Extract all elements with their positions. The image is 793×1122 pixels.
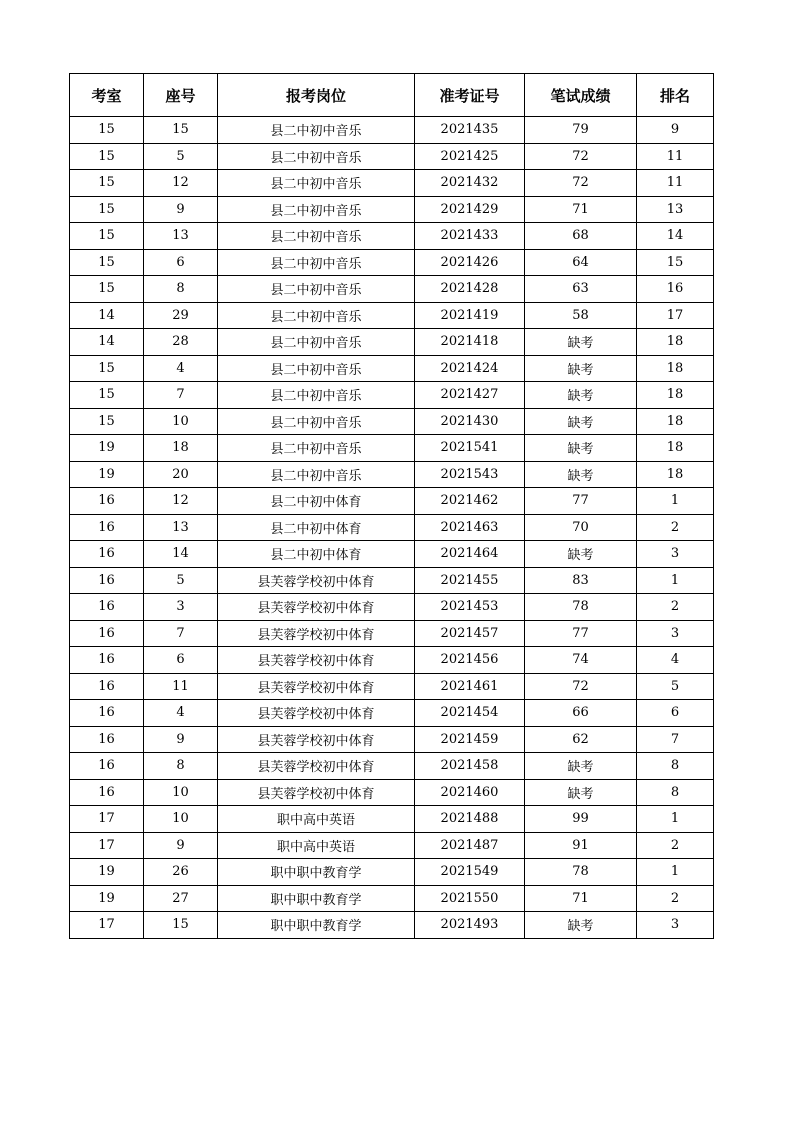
table-row: [70, 673, 714, 700]
cell-admission-ticket: 2021418: [415, 329, 525, 356]
cell-exam-room: 15: [70, 382, 144, 409]
table-row: [70, 912, 714, 939]
cell-written-score: 缺考: [525, 355, 637, 382]
table-body: [70, 117, 714, 939]
table-row: [70, 806, 714, 833]
cell-exam-room: 19: [70, 461, 144, 488]
cell-rank: 8: [637, 753, 714, 780]
cell-admission-ticket: 2021487: [415, 832, 525, 859]
cell-applied-position: 职中高中英语: [218, 832, 415, 859]
cell-written-score: 83: [525, 567, 637, 594]
cell-admission-ticket: 2021426: [415, 249, 525, 276]
cell-seat-number: 7: [144, 620, 218, 647]
table-row: [70, 514, 714, 541]
cell-written-score: 缺考: [525, 541, 637, 568]
cell-written-score: 91: [525, 832, 637, 859]
table-row: [70, 408, 714, 435]
cell-applied-position: 县二中初中音乐: [218, 329, 415, 356]
cell-seat-number: 6: [144, 647, 218, 674]
cell-admission-ticket: 2021493: [415, 912, 525, 939]
cell-written-score: 缺考: [525, 329, 637, 356]
cell-written-score: 72: [525, 673, 637, 700]
cell-written-score: 78: [525, 859, 637, 886]
cell-rank: 18: [637, 382, 714, 409]
cell-written-score: 74: [525, 647, 637, 674]
cell-exam-room: 16: [70, 620, 144, 647]
cell-written-score: 缺考: [525, 382, 637, 409]
table-row: [70, 382, 714, 409]
header-applied-position: 报考岗位: [218, 74, 415, 117]
cell-applied-position: 县芙蓉学校初中体育: [218, 726, 415, 753]
cell-exam-room: 16: [70, 567, 144, 594]
table-row: [70, 143, 714, 170]
cell-applied-position: 县二中初中音乐: [218, 170, 415, 197]
cell-exam-room: 15: [70, 143, 144, 170]
cell-rank: 13: [637, 196, 714, 223]
cell-rank: 18: [637, 329, 714, 356]
cell-exam-room: 16: [70, 779, 144, 806]
cell-admission-ticket: 2021460: [415, 779, 525, 806]
cell-admission-ticket: 2021541: [415, 435, 525, 462]
table-row: [70, 700, 714, 727]
cell-seat-number: 15: [144, 912, 218, 939]
cell-admission-ticket: 2021430: [415, 408, 525, 435]
cell-rank: 15: [637, 249, 714, 276]
cell-applied-position: 县芙蓉学校初中体育: [218, 620, 415, 647]
cell-rank: 18: [637, 355, 714, 382]
cell-written-score: 71: [525, 196, 637, 223]
cell-admission-ticket: 2021454: [415, 700, 525, 727]
cell-applied-position: 县芙蓉学校初中体育: [218, 567, 415, 594]
cell-rank: 1: [637, 806, 714, 833]
cell-applied-position: 职中职中教育学: [218, 912, 415, 939]
cell-seat-number: 3: [144, 594, 218, 621]
cell-written-score: 缺考: [525, 435, 637, 462]
cell-exam-room: 15: [70, 408, 144, 435]
table-row: [70, 832, 714, 859]
cell-applied-position: 县二中初中体育: [218, 514, 415, 541]
cell-exam-room: 16: [70, 594, 144, 621]
cell-seat-number: 9: [144, 832, 218, 859]
cell-applied-position: 县二中初中音乐: [218, 223, 415, 250]
cell-rank: 4: [637, 647, 714, 674]
cell-exam-room: 16: [70, 647, 144, 674]
cell-rank: 8: [637, 779, 714, 806]
cell-admission-ticket: 2021550: [415, 885, 525, 912]
cell-applied-position: 县芙蓉学校初中体育: [218, 647, 415, 674]
cell-admission-ticket: 2021432: [415, 170, 525, 197]
cell-exam-room: 15: [70, 223, 144, 250]
cell-seat-number: 12: [144, 170, 218, 197]
cell-exam-room: 16: [70, 700, 144, 727]
table-row: [70, 567, 714, 594]
cell-exam-room: 17: [70, 806, 144, 833]
cell-applied-position: 县二中初中体育: [218, 541, 415, 568]
table-row: [70, 435, 714, 462]
cell-applied-position: 县芙蓉学校初中体育: [218, 700, 415, 727]
table-row: [70, 594, 714, 621]
cell-applied-position: 县二中初中音乐: [218, 355, 415, 382]
cell-rank: 3: [637, 620, 714, 647]
cell-seat-number: 26: [144, 859, 218, 886]
cell-applied-position: 县二中初中音乐: [218, 408, 415, 435]
table-row: [70, 779, 714, 806]
cell-written-score: 99: [525, 806, 637, 833]
cell-rank: 7: [637, 726, 714, 753]
cell-seat-number: 5: [144, 567, 218, 594]
cell-exam-room: 15: [70, 196, 144, 223]
cell-seat-number: 20: [144, 461, 218, 488]
cell-written-score: 72: [525, 143, 637, 170]
cell-rank: 18: [637, 435, 714, 462]
cell-seat-number: 6: [144, 249, 218, 276]
cell-rank: 6: [637, 700, 714, 727]
cell-written-score: 71: [525, 885, 637, 912]
cell-admission-ticket: 2021427: [415, 382, 525, 409]
cell-exam-room: 15: [70, 249, 144, 276]
cell-seat-number: 10: [144, 806, 218, 833]
cell-seat-number: 8: [144, 753, 218, 780]
table-row: [70, 117, 714, 144]
cell-exam-room: 16: [70, 514, 144, 541]
cell-seat-number: 18: [144, 435, 218, 462]
header-seat-number: 座号: [144, 74, 218, 117]
cell-written-score: 70: [525, 514, 637, 541]
cell-exam-room: 19: [70, 859, 144, 886]
cell-written-score: 66: [525, 700, 637, 727]
table-row: [70, 753, 714, 780]
cell-admission-ticket: 2021458: [415, 753, 525, 780]
cell-written-score: 62: [525, 726, 637, 753]
cell-rank: 5: [637, 673, 714, 700]
cell-admission-ticket: 2021433: [415, 223, 525, 250]
table-row: [70, 276, 714, 303]
cell-applied-position: 县芙蓉学校初中体育: [218, 779, 415, 806]
table-row: [70, 196, 714, 223]
table-row: [70, 488, 714, 515]
cell-seat-number: 4: [144, 355, 218, 382]
cell-admission-ticket: 2021462: [415, 488, 525, 515]
cell-written-score: 缺考: [525, 753, 637, 780]
cell-written-score: 缺考: [525, 779, 637, 806]
cell-rank: 17: [637, 302, 714, 329]
cell-admission-ticket: 2021456: [415, 647, 525, 674]
cell-exam-room: 14: [70, 302, 144, 329]
cell-written-score: 缺考: [525, 912, 637, 939]
cell-seat-number: 8: [144, 276, 218, 303]
cell-rank: 3: [637, 912, 714, 939]
cell-seat-number: 12: [144, 488, 218, 515]
table-row: [70, 885, 714, 912]
header-exam-room: 考室: [70, 74, 144, 117]
table-row: [70, 859, 714, 886]
cell-applied-position: 县二中初中音乐: [218, 196, 415, 223]
cell-written-score: 缺考: [525, 461, 637, 488]
cell-exam-room: 19: [70, 435, 144, 462]
cell-exam-room: 16: [70, 488, 144, 515]
header-rank: 排名: [637, 74, 714, 117]
cell-written-score: 77: [525, 488, 637, 515]
cell-seat-number: 13: [144, 223, 218, 250]
cell-seat-number: 10: [144, 779, 218, 806]
cell-seat-number: 4: [144, 700, 218, 727]
cell-seat-number: 9: [144, 196, 218, 223]
cell-rank: 1: [637, 859, 714, 886]
table-row: [70, 329, 714, 356]
cell-applied-position: 县二中初中音乐: [218, 249, 415, 276]
cell-written-score: 68: [525, 223, 637, 250]
cell-admission-ticket: 2021419: [415, 302, 525, 329]
cell-rank: 1: [637, 488, 714, 515]
cell-rank: 2: [637, 594, 714, 621]
cell-admission-ticket: 2021453: [415, 594, 525, 621]
cell-admission-ticket: 2021464: [415, 541, 525, 568]
cell-admission-ticket: 2021463: [415, 514, 525, 541]
cell-admission-ticket: 2021459: [415, 726, 525, 753]
table-row: [70, 726, 714, 753]
table-row: [70, 355, 714, 382]
header-admission-ticket: 准考证号: [415, 74, 525, 117]
cell-applied-position: 县二中初中音乐: [218, 143, 415, 170]
cell-admission-ticket: 2021435: [415, 117, 525, 144]
cell-rank: 18: [637, 461, 714, 488]
cell-applied-position: 县二中初中音乐: [218, 435, 415, 462]
cell-written-score: 64: [525, 249, 637, 276]
cell-rank: 14: [637, 223, 714, 250]
cell-admission-ticket: 2021549: [415, 859, 525, 886]
cell-exam-room: 19: [70, 885, 144, 912]
cell-admission-ticket: 2021428: [415, 276, 525, 303]
cell-seat-number: 27: [144, 885, 218, 912]
cell-rank: 11: [637, 170, 714, 197]
cell-applied-position: 县二中初中音乐: [218, 117, 415, 144]
cell-exam-room: 15: [70, 355, 144, 382]
cell-applied-position: 职中高中英语: [218, 806, 415, 833]
table-row: [70, 620, 714, 647]
cell-applied-position: 县芙蓉学校初中体育: [218, 753, 415, 780]
cell-admission-ticket: 2021425: [415, 143, 525, 170]
table-row: [70, 647, 714, 674]
header-row: [70, 74, 714, 117]
cell-seat-number: 9: [144, 726, 218, 753]
cell-seat-number: 11: [144, 673, 218, 700]
cell-seat-number: 5: [144, 143, 218, 170]
cell-written-score: 78: [525, 594, 637, 621]
cell-rank: 18: [637, 408, 714, 435]
table-row: [70, 249, 714, 276]
cell-exam-room: 15: [70, 276, 144, 303]
cell-written-score: 缺考: [525, 408, 637, 435]
cell-exam-room: 16: [70, 726, 144, 753]
table-row: [70, 461, 714, 488]
table-row: [70, 170, 714, 197]
cell-written-score: 72: [525, 170, 637, 197]
cell-applied-position: 县二中初中音乐: [218, 382, 415, 409]
cell-seat-number: 10: [144, 408, 218, 435]
header-written-score: 笔试成绩: [525, 74, 637, 117]
cell-exam-room: 15: [70, 117, 144, 144]
cell-applied-position: 县二中初中音乐: [218, 276, 415, 303]
table-row: [70, 302, 714, 329]
cell-exam-room: 17: [70, 832, 144, 859]
cell-written-score: 58: [525, 302, 637, 329]
cell-exam-room: 16: [70, 673, 144, 700]
cell-exam-room: 16: [70, 541, 144, 568]
cell-exam-room: 15: [70, 170, 144, 197]
cell-seat-number: 29: [144, 302, 218, 329]
cell-applied-position: 职中职中教育学: [218, 885, 415, 912]
cell-admission-ticket: 2021429: [415, 196, 525, 223]
cell-admission-ticket: 2021424: [415, 355, 525, 382]
cell-applied-position: 县芙蓉学校初中体育: [218, 673, 415, 700]
cell-exam-room: 14: [70, 329, 144, 356]
cell-seat-number: 13: [144, 514, 218, 541]
cell-applied-position: 县二中初中体育: [218, 488, 415, 515]
cell-exam-room: 16: [70, 753, 144, 780]
cell-written-score: 63: [525, 276, 637, 303]
cell-applied-position: 县芙蓉学校初中体育: [218, 594, 415, 621]
table-row: [70, 223, 714, 250]
cell-applied-position: 县二中初中音乐: [218, 461, 415, 488]
cell-written-score: 77: [525, 620, 637, 647]
cell-seat-number: 15: [144, 117, 218, 144]
score-table: [69, 73, 714, 939]
cell-seat-number: 14: [144, 541, 218, 568]
cell-rank: 2: [637, 514, 714, 541]
cell-admission-ticket: 2021543: [415, 461, 525, 488]
cell-written-score: 79: [525, 117, 637, 144]
cell-admission-ticket: 2021488: [415, 806, 525, 833]
cell-seat-number: 7: [144, 382, 218, 409]
cell-seat-number: 28: [144, 329, 218, 356]
cell-rank: 3: [637, 541, 714, 568]
cell-admission-ticket: 2021457: [415, 620, 525, 647]
cell-rank: 2: [637, 832, 714, 859]
cell-rank: 2: [637, 885, 714, 912]
cell-rank: 1: [637, 567, 714, 594]
table-row: [70, 541, 714, 568]
cell-applied-position: 县二中初中音乐: [218, 302, 415, 329]
cell-rank: 11: [637, 143, 714, 170]
cell-rank: 9: [637, 117, 714, 144]
cell-rank: 16: [637, 276, 714, 303]
cell-admission-ticket: 2021455: [415, 567, 525, 594]
cell-exam-room: 17: [70, 912, 144, 939]
cell-applied-position: 职中职中教育学: [218, 859, 415, 886]
cell-admission-ticket: 2021461: [415, 673, 525, 700]
